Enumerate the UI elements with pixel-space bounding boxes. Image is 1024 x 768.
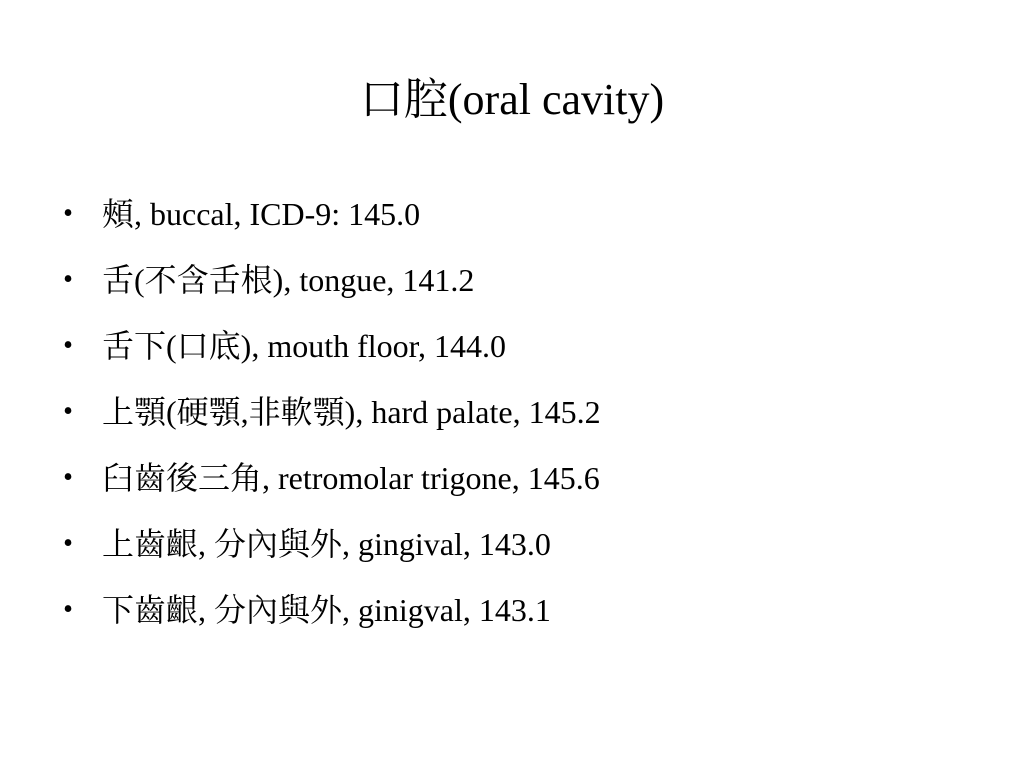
bullet-text: 臼齒後三角, retromolar trigone, 145.6 [102, 460, 600, 496]
bullet-item-upper-gingiva [58, 518, 998, 584]
bullet-item-lower-gingiva [58, 584, 998, 650]
bullet-text: 舌下(口底), mouth floor, 144.0 [102, 328, 507, 364]
bullet-dot-icon: • [63, 198, 73, 229]
bullet-text: 上齒齦, 分內與外, gingival, 143.0 [102, 526, 551, 562]
bullet-dot-icon: • [63, 396, 73, 427]
bullet-dot-icon: • [63, 264, 73, 295]
bullet-item-tongue [58, 254, 998, 320]
bullet-text: 頰, buccal, ICD-9: 145.0 [102, 196, 421, 232]
bullet-dot-icon: • [63, 594, 73, 625]
bullet-text: 舌(不含舌根), tongue, 141.2 [102, 262, 475, 298]
bullet-dot-icon: • [63, 330, 73, 361]
bullet-text: 上顎(硬顎,非軟顎), hard palate, 145.2 [102, 394, 601, 430]
bullet-list [58, 188, 998, 650]
bullet-item-mouth-floor [58, 320, 998, 386]
bullet-item-hard-palate [58, 386, 998, 452]
bullet-item-buccal [58, 188, 998, 254]
bullet-dot-icon: • [63, 462, 73, 493]
bullet-item-retromolar-trigone [58, 452, 998, 518]
bullet-dot-icon: • [63, 528, 73, 559]
bullet-text: 下齒齦, 分內與外, ginigval, 143.1 [102, 592, 551, 628]
slide-title: 口腔(oral cavity) [359, 75, 665, 124]
